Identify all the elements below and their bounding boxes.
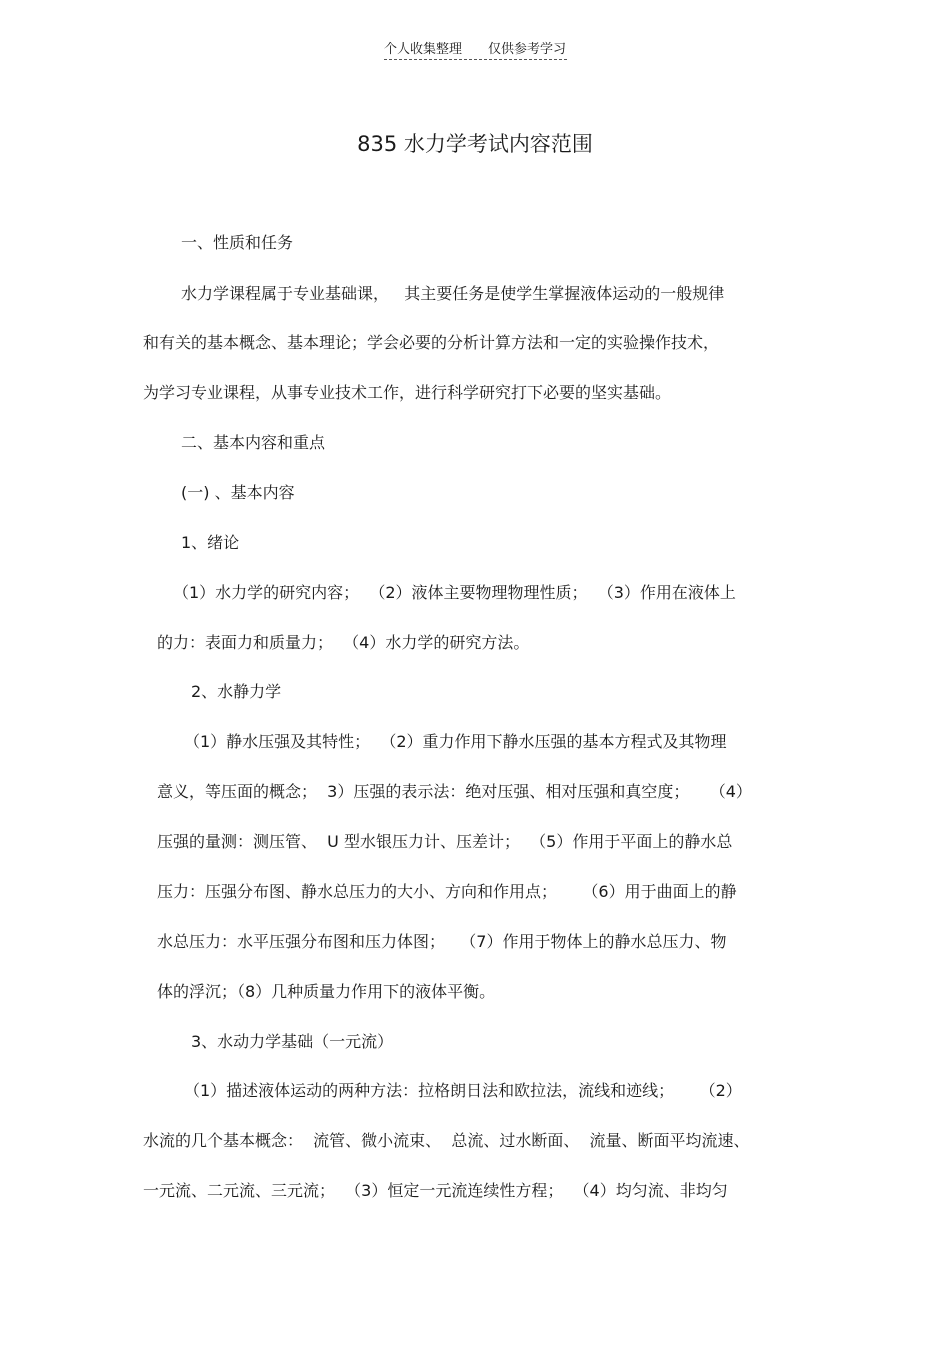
paragraph-line: （1）水力学的研究内容； （2）液体主要物理物理性质； （3）作用在液体上 <box>173 583 736 602</box>
header-right: 仅供参考学习 <box>488 42 567 57</box>
paragraph-line: 压强的量测：测压管、 U 型水银压力计、压差计； （5）作用于平面上的静水总 <box>157 832 733 851</box>
paragraph-line: 意义，等压面的概念； 3）压强的表示法：绝对压强、相对压强和真空度； （4） <box>157 782 752 801</box>
paragraph-line: 的力：表面力和质量力； （4）水力学的研究方法。 <box>157 633 530 652</box>
paragraph-line: 和有关的基本概念、基本理论；学会必要的分析计算方法和一定的实验操作技术， <box>143 333 720 352</box>
section-heading: 二、基本内容和重点 <box>181 433 326 452</box>
paragraph-line: 水总压力：水平压强分布图和压力体图； （7）作用于物体上的静水总压力、物 <box>157 932 727 951</box>
header-left: 个人收集整理 <box>384 42 463 57</box>
section-heading: 一、性质和任务 <box>181 233 294 252</box>
paragraph-line: （1）静水压强及其特性； （2）重力作用下静水压强的基本方程式及其物理 <box>184 732 727 751</box>
item-heading: 2、水静力学 <box>191 682 282 701</box>
paragraph-line: 水流的几个基本概念： 流管、微小流束、 总流、过水断面、 流量、断面平均流速、 <box>143 1131 750 1150</box>
subsection-heading: (一) 、基本内容 <box>181 483 295 502</box>
paragraph-line: 体的浮沉；（8）几种质量力作用下的液体平衡。 <box>157 982 496 1001</box>
item-heading: 1、绪论 <box>181 533 240 552</box>
paragraph-line: 为学习专业课程，从事专业技术工作，进行科学研究打下必要的坚实基础。 <box>143 383 672 402</box>
paragraph-line: 压力：压强分布图、静水总压力的大小、方向和作用点； （6）用于曲面上的静 <box>157 882 737 901</box>
paragraph-line: 水力学课程属于专业基础课， 其主要任务是使学生掌握液体运动的一般规律 <box>181 284 725 303</box>
item-heading: 3、水动力学基础（一元流） <box>191 1032 394 1051</box>
header-divider <box>384 59 567 60</box>
document-title: 835 水力学考试内容范围 <box>357 132 593 156</box>
header-text <box>384 38 566 57</box>
paragraph-line: 一元流、二元流、三元流； （3）恒定一元流连续性方程； （4）均匀流、非均匀 <box>143 1181 728 1200</box>
paragraph-line: （1）描述液体运动的两种方法：拉格朗日法和欧拉法，流线和迹线； （2） <box>184 1081 742 1100</box>
